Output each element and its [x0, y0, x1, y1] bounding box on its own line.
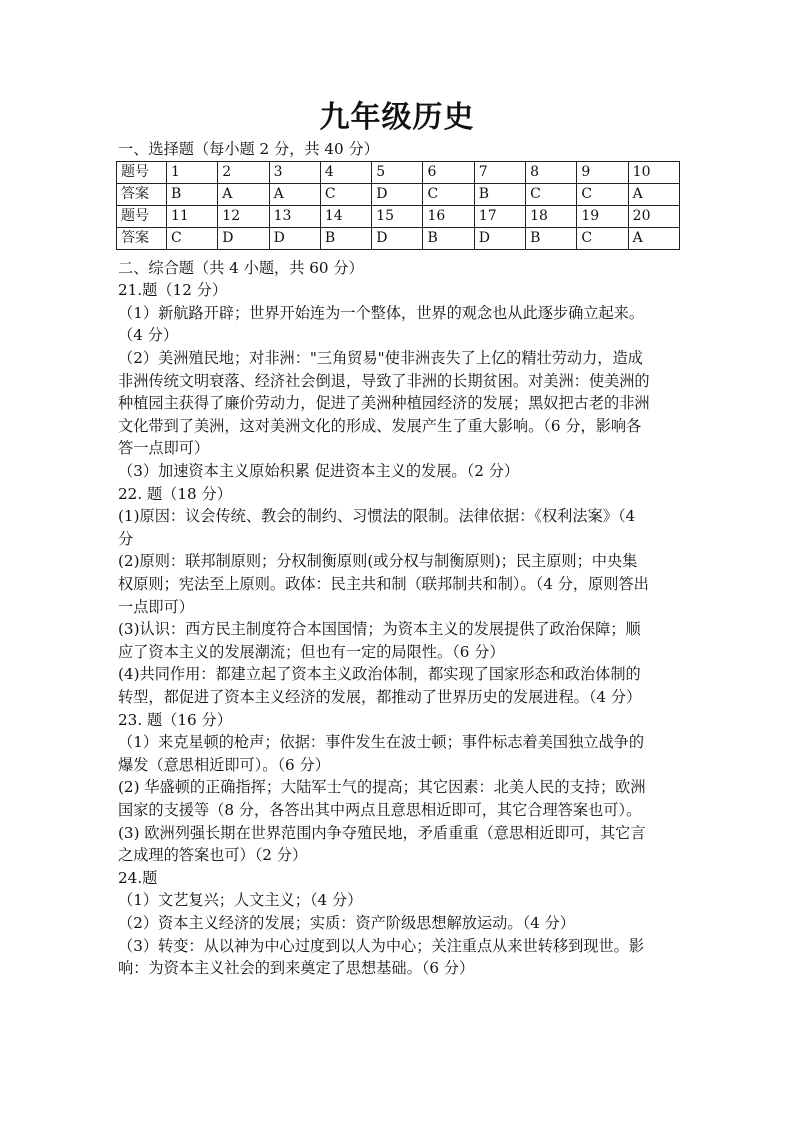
- text-line: （1）来克星顿的枪声；依据：事件发生在波士顿；事件标志着美国独立战争的: [118, 733, 645, 752]
- text-line: （2）资本主义经济的发展；实质：资产阶级思想解放运动。（4 分）: [118, 913, 575, 932]
- text-line: 21.题（12 分）: [118, 281, 228, 300]
- table-cell: 11: [167, 206, 218, 228]
- table-cell: 3: [269, 162, 320, 184]
- text-line: 之成理的答案也可）（2 分）: [118, 846, 308, 865]
- table-row: [117, 206, 680, 228]
- table-cell: 4: [320, 162, 371, 184]
- table-cell: B: [474, 184, 525, 206]
- text-line: （3）加速资本主义原始积累 促进资本主义的发展。（2 分）: [118, 461, 520, 480]
- answer-table: [116, 161, 680, 250]
- table-cell: A: [269, 184, 320, 206]
- table-cell: 7: [474, 162, 525, 184]
- table-cell: 15: [372, 206, 423, 228]
- table-cell: B: [526, 228, 577, 250]
- table-cell: 8: [526, 162, 577, 184]
- table-cell: C: [423, 184, 474, 206]
- table-cell: D: [269, 228, 320, 250]
- table-cell: D: [474, 228, 525, 250]
- text-line: （2）美洲殖民地；对非洲："三角贸易"使非洲丧失了上亿的精壮劳动力，造成: [118, 348, 643, 367]
- text-line: （3）转变：从以神为中心过度到以人为中心；关注重点从来世转移到现世。影: [118, 936, 645, 955]
- table-cell: 14: [320, 206, 371, 228]
- text-line: 响：为资本主义社会的到来奠定了思想基础。（6 分）: [118, 959, 475, 978]
- text-line: (3) 欧洲列强长期在世界范围内争夺殖民地，矛盾重重（意思相近即可，其它言: [118, 823, 646, 842]
- table-cell: B: [320, 228, 371, 250]
- text-line: 答一点即可）: [118, 439, 210, 458]
- table-cell: 1: [167, 162, 218, 184]
- table-cell: A: [218, 184, 269, 206]
- text-line: 24.题: [118, 868, 158, 887]
- text-line: 非洲传统文明衰落、经济社会倒退，导致了非洲的长期贫困。对美洲：使美洲的: [118, 371, 650, 390]
- row-header-cell: 题号: [117, 162, 167, 184]
- row-header-cell: 题号: [117, 206, 167, 228]
- table-cell: 10: [628, 162, 679, 184]
- text-line: 转型，都促进了资本主义经济的发展，都推动了世界历史的发展进程。（4 分）: [118, 687, 642, 706]
- table-cell: D: [372, 184, 423, 206]
- table-cell: 20: [628, 206, 679, 228]
- table-cell: 2: [218, 162, 269, 184]
- table-cell: 17: [474, 206, 525, 228]
- table-cell: C: [577, 228, 628, 250]
- text-line: 文化带到了美洲，这对美洲文化的形成、发展产生了重大影响。（6 分，影响各: [118, 416, 642, 435]
- text-line: （4 分）: [118, 326, 179, 345]
- table-cell: C: [320, 184, 371, 206]
- table-cell: 19: [577, 206, 628, 228]
- text-line: 22. 题（18 分）: [118, 484, 232, 503]
- text-line: 分: [118, 529, 134, 548]
- text-line: 23. 题（16 分）: [118, 710, 232, 729]
- table-cell: C: [167, 228, 218, 250]
- table-cell: A: [628, 228, 679, 250]
- text-line: （1）新航路开辟；世界开始连为一个整体，世界的观念也从此逐步确立起来。: [118, 303, 645, 322]
- text-line: 一点即可）: [118, 597, 194, 616]
- table-cell: B: [423, 228, 474, 250]
- text-line: (2)原则：联邦制原则；分权制衡原则(或分权与制衡原则)；民主原则；中央集: [118, 552, 638, 571]
- table-cell: 5: [372, 162, 423, 184]
- page-title: 九年级历史: [319, 100, 475, 135]
- table-cell: A: [628, 184, 679, 206]
- table-row: [117, 228, 680, 250]
- table-row: [117, 162, 680, 184]
- table-cell: 18: [526, 206, 577, 228]
- text-line: 国家的支援等（8 分，各答出其中两点且意思相近即可，其它合理答案也可）。: [118, 800, 642, 819]
- text-line: (3)认识：西方民主制度符合本国国情；为资本主义的发展提供了政治保障；顺: [118, 620, 641, 639]
- text-line: 爆发（意思相近即可）。（6 分）: [118, 755, 330, 774]
- table-cell: 6: [423, 162, 474, 184]
- table-cell: 9: [577, 162, 628, 184]
- text-line: 二、综合题（共 4 小题，共 60 分）: [118, 258, 364, 277]
- text-line: (1)原因：议会传统、教会的制约、习惯法的限制。法律依据：《权利法案》（4: [118, 507, 636, 526]
- table-row: [117, 184, 680, 206]
- table-cell: 12: [218, 206, 269, 228]
- table-cell: C: [526, 184, 577, 206]
- text-line: （1）文艺复兴；人文主义；（4 分）: [118, 891, 363, 910]
- section-1-heading: 一、选择题（每小题 2 分，共 40 分）: [118, 140, 379, 158]
- text-line: 权原则；宪法至上原则。政体：民主共和制（联邦制共和制）。（4 分，原则答出: [118, 574, 649, 593]
- table-cell: 13: [269, 206, 320, 228]
- table-cell: D: [218, 228, 269, 250]
- row-header-cell: 答案: [117, 228, 167, 250]
- row-header-cell: 答案: [117, 184, 167, 206]
- table-cell: 16: [423, 206, 474, 228]
- text-line: 应了资本主义的发展潮流；但也有一定的局限性。（6 分）: [118, 642, 505, 661]
- table-cell: D: [372, 228, 423, 250]
- table-cell: B: [167, 184, 218, 206]
- text-line: 种植园主获得了廉价劳动力，促进了美洲种植园经济的发展；黑奴把古老的非洲: [118, 394, 650, 413]
- text-line: (4)共同作用：都建立起了资本主义政治体制，都实现了国家形态和政治体制的: [118, 665, 641, 684]
- text-line: (2) 华盛顿的正确指挥；大陆军士气的提高；其它因素：北美人民的支持；欧洲: [118, 778, 646, 797]
- table-cell: C: [577, 184, 628, 206]
